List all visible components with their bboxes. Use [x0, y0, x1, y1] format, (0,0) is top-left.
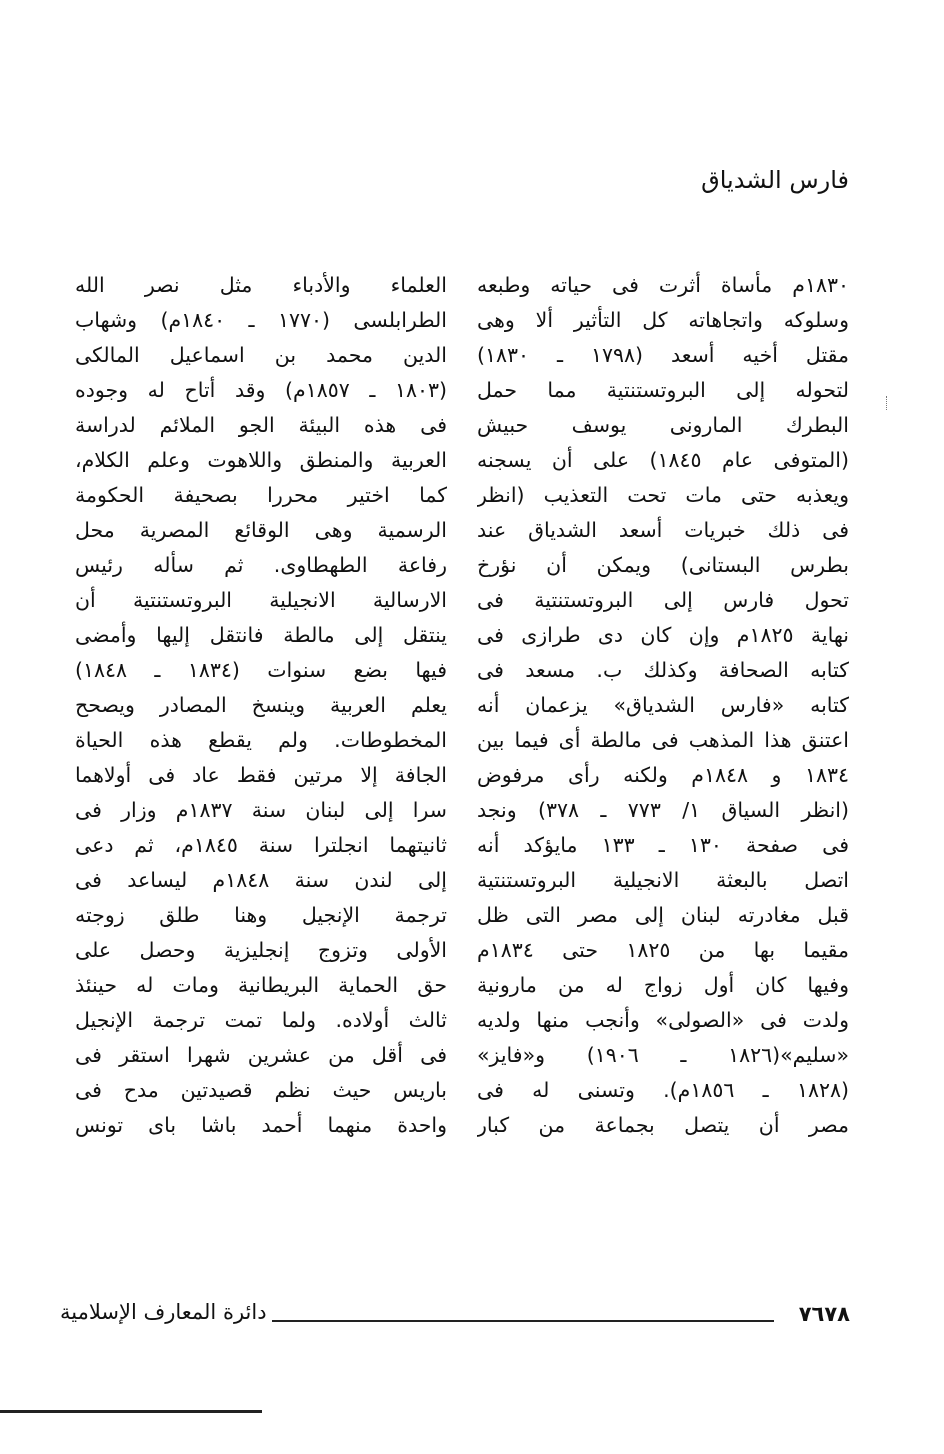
right-text-column — [477, 268, 849, 1143]
text-line: مصر أن يتصل بجماعة من كبار — [477, 1113, 849, 1137]
text-line: اتصل بالبعثة الانجيلية البروتستنتية — [477, 868, 849, 892]
text-line: الدين محمد بن اسماعيل المالكى — [75, 343, 447, 367]
left-text-column — [75, 268, 447, 1143]
text-line: فى صفحة ١٣٠ ـ ١٣٣ مايؤكد أنه — [477, 833, 849, 857]
text-line: البطرك المارونى يوسف حبيش — [477, 413, 849, 437]
text-line: ولدت فى «الصولى» وأنجب منها ولديه — [477, 1008, 849, 1032]
text-line: إلى لندن سنة ١٨٤٨م ليساعد فى — [75, 868, 447, 892]
bottom-edge-rule — [0, 1410, 262, 1413]
footer-divider — [272, 1320, 774, 1322]
text-line: تحول فارس إلى البروتستنتية فى — [477, 588, 849, 612]
text-line: «سليم»(١٨٢٦ ـ ١٩٠٦) و«فايز» — [477, 1043, 849, 1067]
text-line: الجافة إلا مرتين فقط عاد فى أولاهما — [75, 763, 447, 787]
text-line: باريس حيث نظم قصيدتين مدح فى — [75, 1078, 447, 1102]
text-line: لتحوله إلى البروتستنتية مما حمل — [477, 378, 849, 402]
page-number: ٧٦٧٨ — [798, 1302, 850, 1326]
text-line: الارسالية الانجيلية البروتستنتية أن — [75, 588, 447, 612]
text-line: ترجمة الإنجيل وهنا طلق زوجته — [75, 903, 447, 927]
text-line: مقتل أخيه أسعد (١٧٩٨ ـ ١٨٣٠) — [477, 343, 849, 367]
text-line: ثالث أولاده. ولما تمت ترجمة الإنجيل — [75, 1008, 447, 1032]
running-header-title: فارس الشدياق — [701, 166, 849, 194]
text-line: فيها بضع سنوات (١٨٣٤ ـ ١٨٤٨) — [75, 658, 447, 682]
text-line: بطرس البستانى) ويمكن أن نؤرخ — [477, 553, 849, 577]
text-line: ثانيتهما انجلترا سنة ١٨٤٥م، ثم دعى — [75, 833, 447, 857]
text-line: يعلم العربية وينسخ المصادر ويصحح — [75, 693, 447, 717]
text-line: الرسمية وهى الوقائع المصرية محل — [75, 518, 447, 542]
text-line: ١٨٣٤ و ١٨٤٨م ولكنه رأى مرفوض — [477, 763, 849, 787]
text-line: كما اختير محررا بصحيفة الحكومة — [75, 483, 447, 507]
page-footer — [60, 1300, 850, 1334]
text-line: العربية والمنطق واللاهوت وعلم الكلام، — [75, 448, 447, 472]
text-line: اعتنق هذا المذهب فى مالطة أى فيما بين — [477, 728, 849, 752]
text-line: (١٨٢٨ ـ ١٨٥٦م). وتسنى له فى — [477, 1078, 849, 1102]
text-line: واحدة منهما أحمد باشا باى تونس — [75, 1113, 447, 1137]
text-line: (المتوفى عام ١٨٤٥) على أن يسجنه — [477, 448, 849, 472]
text-line: فى أقل من عشرين شهرا استقر فى — [75, 1043, 447, 1067]
text-line: قبل مغادرته لبنان إلى مصر التى ظل — [477, 903, 849, 927]
scan-artifact-mark — [886, 396, 891, 410]
text-line: سرا إلى لبنان سنة ١٨٣٧م وزار فى — [75, 798, 447, 822]
text-line: ويعذبه حتى مات تحت التعذيب (انظر — [477, 483, 849, 507]
text-line: فى ذلك خبريات أسعد الشدياق عند — [477, 518, 849, 542]
text-line: مقيما بها من ١٨٢٥ حتى ١٨٣٤م — [477, 938, 849, 962]
text-line: حق الحماية البريطانية ومات له حينئذ — [75, 973, 447, 997]
text-line: رفاعة الطهطاوى. ثم سأله رئيس — [75, 553, 447, 577]
text-line: فى هذه البيئة الجو الملائم لدراسة — [75, 413, 447, 437]
text-line: العلماء والأدباء مثل نصر الله — [75, 273, 447, 297]
text-line: الأولى وتزوج إنجليزية وحصل على — [75, 938, 447, 962]
text-line: نهاية ١٨٢٥م وإن كان دى طرازى فى — [477, 623, 849, 647]
text-line: ينتقل إلى مالطة فانتقل إليها وأمضى — [75, 623, 447, 647]
text-line: (انظر السياق ١/ ٧٧٣ ـ ٣٧٨) ونجد — [477, 798, 849, 822]
text-line: المخطوطات. ولم يقطع هذه الحياة — [75, 728, 447, 752]
text-line: كتابه الصحافة وكذلك ب. مسعد فى — [477, 658, 849, 682]
footer-journal-title: دائرة المعارف الإسلامية — [60, 1300, 267, 1324]
text-line: كتابه «فارس الشدياق» يزعمان أنه — [477, 693, 849, 717]
text-line: الطرابلسى (١٧٧٠ ـ ١٨٤٠م) وشهاب — [75, 308, 447, 332]
text-line: ١٨٣٠م مأساة أثرت فى حياته وطبعه — [477, 273, 849, 297]
text-line: (١٨٠٣ ـ ١٨٥٧م) وقد أتاح له وجوده — [75, 378, 447, 402]
text-line: وسلوكه واتجاهاته كل التأثير ألا وهى — [477, 308, 849, 332]
text-line: وفيها كان أول زواج له من مارونية — [477, 973, 849, 997]
